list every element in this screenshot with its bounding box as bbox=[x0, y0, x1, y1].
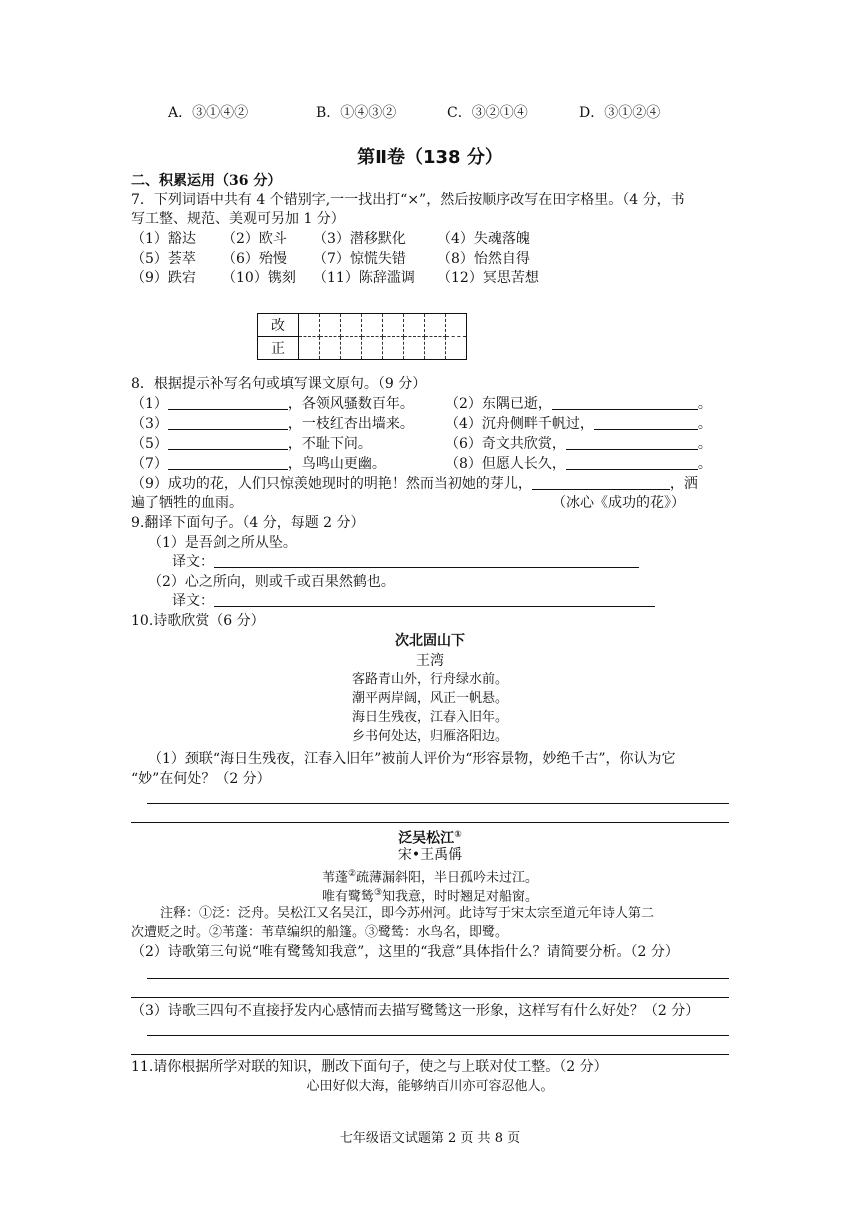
q6-option-a: A．③①④② bbox=[168, 105, 249, 121]
answer-line[interactable] bbox=[131, 1054, 729, 1055]
q7-word: （4）失魂落魄 bbox=[437, 231, 530, 247]
answer-blank[interactable] bbox=[566, 455, 698, 470]
q8-title: 8．根据提示补写名句或填写课文原句。（9 分） bbox=[131, 376, 427, 392]
grid-label-zheng: 正 bbox=[258, 337, 299, 360]
q10-question-2: （2）诗歌第三句说“唯有鹭鸶知我意”，这里的“我意”具体指什么？请简要分析。（2 分） bbox=[131, 944, 679, 960]
answer-line[interactable] bbox=[147, 803, 729, 804]
q9-answer-1: 译文： bbox=[172, 553, 639, 571]
q8-item-5: （5） ，不耻下问。 bbox=[131, 436, 372, 452]
q7-word: （9）跌宕 bbox=[131, 270, 196, 286]
poem1-line: 海日生残夜，江春入旧年。 bbox=[351, 710, 508, 725]
q7-word: （12）冥思苦想 bbox=[437, 270, 539, 286]
q7-word: （10）镌刻 bbox=[222, 270, 296, 286]
answer-blank[interactable] bbox=[594, 415, 698, 430]
poem1-line: 潮平两岸阔，风正一帆悬。 bbox=[351, 691, 508, 706]
q8-item-2: （2）东隅已逝， 。 bbox=[445, 396, 712, 412]
q7-word: （1）豁达 bbox=[131, 231, 196, 247]
q7-instruction-line1: 7．下列词语中共有 4 个错别字,一一找出打“×”，然后按顺序改写在田字格里。（4 分，书 bbox=[131, 192, 685, 208]
poem1-line: 客路青山外，行舟绿水前。 bbox=[351, 672, 508, 687]
q10-question-1-line1: （1）颈联“海日生残夜，江春入旧年”被前人评价为“形容景物，妙绝千古”，你认为它 bbox=[148, 751, 676, 767]
poem1-title: 次北固山下 bbox=[395, 633, 465, 649]
poem2-title: 泛吴松江① bbox=[398, 830, 462, 847]
q7-word: （6）殆慢 bbox=[222, 251, 287, 267]
translation-blank[interactable] bbox=[214, 553, 639, 568]
q6-option-d: D．③①②④ bbox=[579, 105, 661, 121]
answer-blank[interactable] bbox=[168, 395, 288, 410]
q11-title: 11.请你根据所学对联的知识，删改下面句子，使之与上联对仗工整。（2 分） bbox=[131, 1059, 608, 1075]
poem1-line: 乡书何处达，归雁洛阳边。 bbox=[351, 729, 508, 744]
q7-word: （8）怡然自得 bbox=[437, 251, 530, 267]
q8-item-9: （9）成功的花，人们只惊羡她现时的明艳！然而当初她的芽儿， ，洒 bbox=[131, 476, 698, 492]
answer-line[interactable] bbox=[131, 822, 729, 823]
translation-blank[interactable] bbox=[214, 592, 655, 607]
section-title: 第Ⅱ卷（138 分） bbox=[357, 147, 503, 168]
q8-item-1: （1） ，各领风骚数百年。 bbox=[131, 396, 414, 412]
poem2-note-line1: 注释：①泛：泛舟。吴松江又名吴江，即今苏州河。此诗写于宋太宗至道元年诗人第二 bbox=[160, 906, 655, 921]
q8-item-9-cont: 遍了牺牲的血雨。 bbox=[131, 495, 243, 511]
answer-line[interactable] bbox=[131, 997, 729, 998]
answer-line[interactable] bbox=[147, 1035, 729, 1036]
q10-question-3: （3）诗歌三四句不直接抒发内心感情而去描写鹭鸶这一形象，这样写有什么好处？（2 分） bbox=[131, 1003, 700, 1019]
q8-item-3: （3） ，一枝红杏出墙来。 bbox=[131, 416, 414, 432]
poem1-author: 王湾 bbox=[416, 653, 444, 669]
q9-answer-2: 译文： bbox=[172, 592, 655, 610]
q6-option-b: B．①④③② bbox=[316, 105, 397, 121]
q9-sentence-2: （2）心之所向，则或千或百果然鹤也。 bbox=[148, 574, 395, 590]
q7-word: （7）惊慌失错 bbox=[313, 251, 406, 267]
answer-blank[interactable] bbox=[566, 435, 698, 450]
correction-grid[interactable] bbox=[257, 313, 467, 360]
answer-line[interactable] bbox=[147, 978, 729, 979]
q7-instruction-line2: 写工整、规范、美观可另加 1 分） bbox=[131, 211, 345, 227]
q7-word: （11）陈辞滥调 bbox=[313, 270, 415, 286]
page-footer: 七年级语文试题第 2 页 共 8 页 bbox=[339, 1131, 521, 1146]
grid-label-gai: 改 bbox=[258, 314, 299, 337]
poem2-line: 苇蓬②疏薄漏斜阳，半日孤吟未过江。 bbox=[321, 869, 539, 886]
q9-sentence-1: （1）是吾剑之所从坠。 bbox=[148, 535, 297, 551]
q10-question-1-line2: “妙”在何处？（2 分） bbox=[131, 771, 271, 787]
q9-title: 9.翻译下面句子。（4 分，每题 2 分） bbox=[131, 515, 365, 531]
q8-source: （冰心《成功的花》） bbox=[552, 495, 685, 511]
part-title: 二、积累运用（36 分） bbox=[131, 173, 282, 189]
q11-sentence: 心田好似大海，能够纳百川亦可容忍他人。 bbox=[306, 1079, 554, 1094]
answer-blank[interactable] bbox=[168, 455, 288, 470]
q8-item-7: （7） ，鸟鸣山更幽。 bbox=[131, 456, 386, 472]
poem2-author: 宋•王禹偁 bbox=[397, 847, 463, 863]
answer-blank[interactable] bbox=[168, 435, 288, 450]
answer-blank[interactable] bbox=[168, 415, 288, 430]
poem2-note-line2: 次遭贬之时。②苇蓬：苇草编织的船篷。③鹭鸶：水鸟名，即鹭。 bbox=[131, 925, 509, 940]
poem2-line: 唯有鹭鸶③知我意，时时翘足对船窗。 bbox=[321, 888, 539, 905]
q8-item-4: （4）沉舟侧畔千帆过， 。 bbox=[445, 416, 712, 432]
q7-word: （5）荟萃 bbox=[131, 251, 196, 267]
q7-word: （2）欧斗 bbox=[222, 231, 287, 247]
q10-title: 10.诗歌欣赏（6 分） bbox=[131, 613, 265, 629]
q7-word: （3）潜移默化 bbox=[313, 231, 406, 247]
q6-option-c: C．③②①④ bbox=[447, 105, 528, 121]
q8-item-6: （6）奇文共欣赏， 。 bbox=[445, 436, 712, 452]
answer-blank[interactable] bbox=[532, 475, 670, 490]
answer-blank[interactable] bbox=[552, 395, 698, 410]
q8-item-8: （8）但愿人长久， 。 bbox=[445, 456, 712, 472]
